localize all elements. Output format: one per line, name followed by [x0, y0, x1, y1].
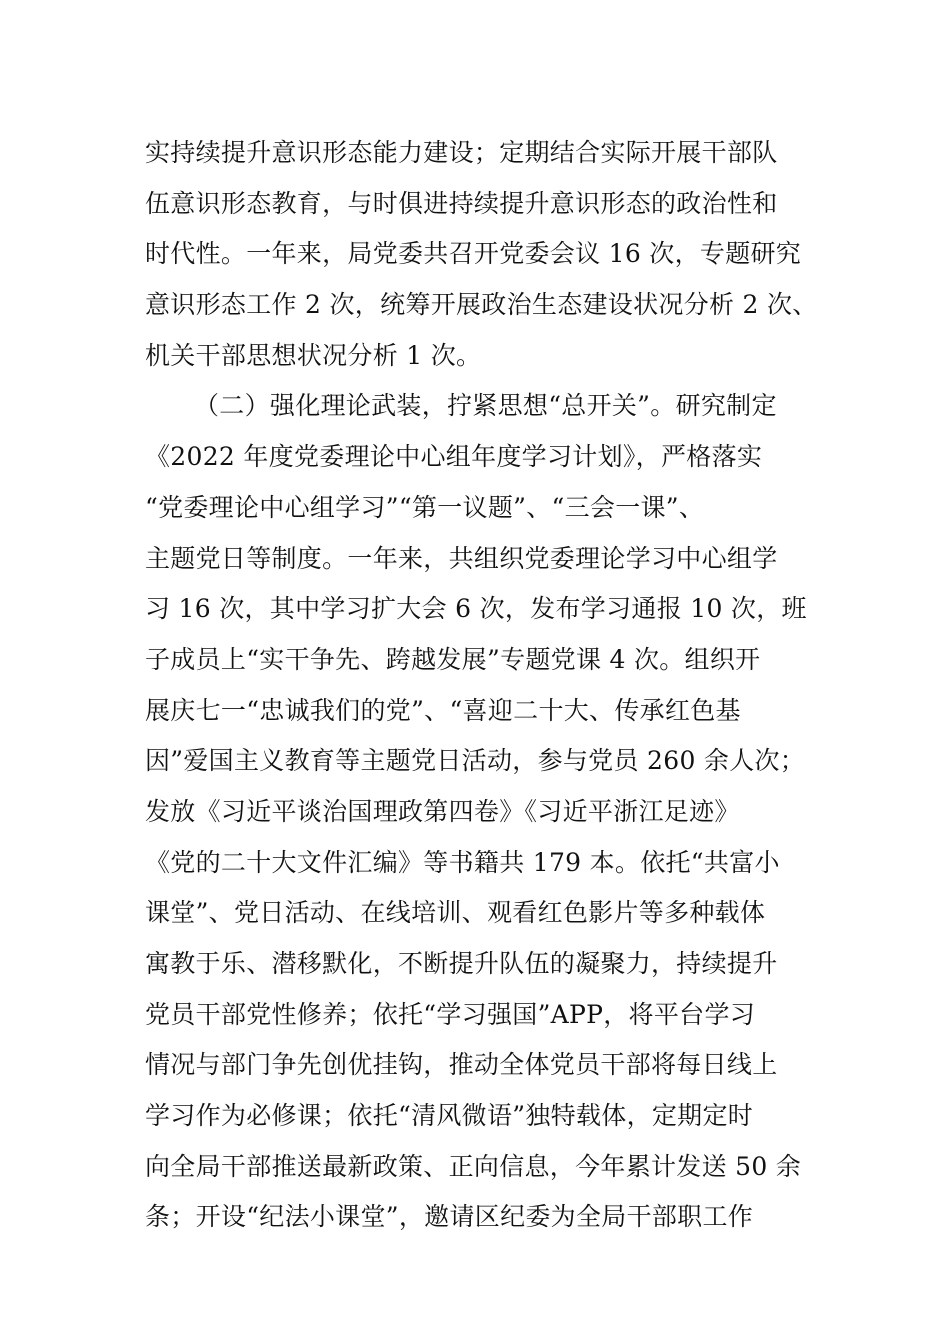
text-line: 《2022 年度党委理论中心组年度学习计划》，严格落实 — [145, 442, 763, 472]
text-line: 课堂”、党日活动、在线培训、观看红色影片等多种载体 — [145, 898, 766, 928]
text-line: 子成员上“实干争先、跨越发展”专题党课 4 次。组织开 — [145, 644, 761, 674]
text-line: 展庆七一“忠诚我们的党”、“喜迎二十大、传承红色基 — [145, 695, 741, 725]
text-line: 因”爱国主义教育等主题党日活动，参与党员 260 余人次； — [145, 746, 806, 776]
text-line: 学习作为必修课；依托“清风微语”独特载体，定期定时 — [145, 1101, 754, 1131]
text-line: 实持续提升意识形态能力建设；定期结合实际开展干部队 — [145, 138, 778, 167]
text-line: 时代性。一年来，局党委共召开党委会议 16 次，专题研究 — [145, 239, 802, 269]
text-line: 发放《习近平谈治国理政第四卷》《习近平浙江足迹》 — [145, 796, 740, 826]
text-line: “党委理论中心组学习”“第一议题”、“三会一课”、 — [145, 492, 705, 522]
text-line: 情况与部门争先创优挂钩，推动全体党员干部将每日线上 — [145, 1050, 778, 1080]
text-line: 机关干部思想状况分析 1 次。 — [145, 340, 482, 370]
text-line: 习 16 次，其中学习扩大会 6 次，发布学习通报 10 次，班 — [145, 594, 807, 624]
text-line: 条；开设“纪法小课堂”，邀请区纪委为全局干部职工作 — [145, 1202, 754, 1232]
document-body — [145, 128, 835, 1243]
text-line: 主题党日等制度。一年来，共组织党委理论学习中心组学 — [145, 543, 778, 573]
text-line: 向全局干部推送最新政策、正向信息，今年累计发送 50 余 — [145, 1151, 802, 1181]
text-line: 《党的二十大文件汇编》等书籍共 179 本。依托“共富小 — [145, 847, 780, 877]
text-line: 党员干部党性修养；依托“学习强国”APP，将平台学习 — [145, 999, 756, 1029]
text-line: 伍意识形态教育，与时俱进持续提升意识形态的政治性和 — [145, 188, 778, 218]
text-line: 寓教于乐、潜移默化，不断提升队伍的凝聚力，持续提升 — [145, 949, 778, 978]
text-line: 意识形态工作 2 次，统筹开展政治生态建设状况分析 2 次、 — [145, 290, 818, 320]
section-heading-line: （二）强化理论武装，拧紧思想“总开关”。研究制定 — [194, 391, 777, 421]
